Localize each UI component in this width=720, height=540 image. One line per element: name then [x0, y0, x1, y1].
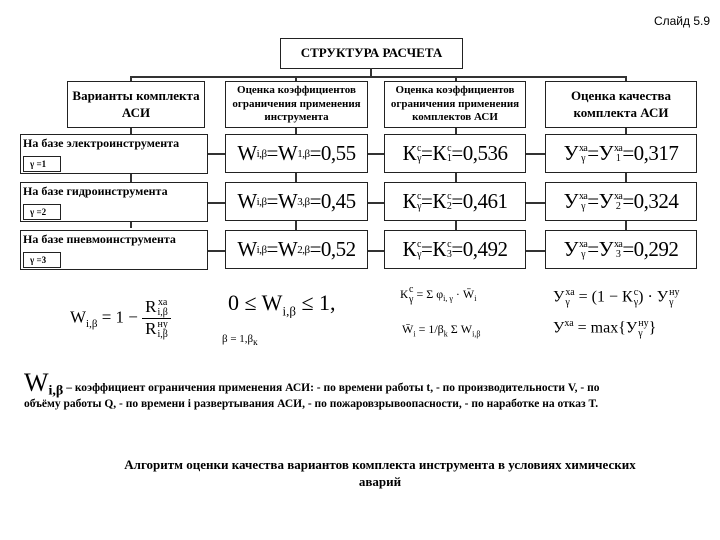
variant-box [20, 230, 208, 270]
header-quality: Оценка качества комплекта АСИ [545, 81, 697, 128]
header-set-coefficients: Оценка коэффициентов ограничения применения комплектов АСИ [384, 81, 526, 128]
slide-label: Слайд 5.9 [653, 14, 710, 28]
w-value-box: W i,β = W 3,β =0,45 [225, 182, 368, 221]
w-value: =0,55 [309, 141, 356, 165]
connector [130, 76, 626, 78]
caption-line-2: аварий [358, 473, 402, 489]
gamma-label: γ =3 [23, 252, 61, 268]
w-inequality: $0 \le W_{i,\beta} \le 1$, [228, 290, 336, 319]
wbar-formula: $W̄_i = 1/\beta_k$ Σ $W_{i,\beta}$ [402, 322, 481, 339]
k-value-box: К c γ = К c 2 =0,461 [384, 182, 526, 221]
header-variants: Варианты комплекта АСИ [67, 81, 205, 128]
y-value: =0,292 [622, 237, 679, 261]
k-value: =0,492 [451, 237, 508, 261]
y-value-box: У ха γ = У ха 3 =0,292 [545, 230, 697, 269]
y-value-box: У ха γ = У ха 1 =0,317 [545, 134, 697, 173]
gamma-label: γ =1 [23, 156, 61, 172]
k-value: =0,461 [451, 189, 508, 213]
k-formula: К c γ = Σ $\varphi_{i, \gamma}$ · $W̄_i$ [400, 284, 477, 305]
y-formula: У ха γ = (1 − К c γ ) · У ну γ [553, 287, 680, 308]
header-tool-coefficients: Оценка коэффициентов ограничения применения инструмента [225, 81, 368, 128]
w-value-box: W i,β = W 2,β =0,52 [225, 230, 368, 269]
w-value: =0,52 [309, 237, 356, 261]
variant-box [20, 182, 208, 222]
k-value: =0,536 [451, 141, 508, 165]
w-value: =0,45 [309, 189, 356, 213]
gamma-label: γ =2 [23, 204, 61, 220]
slide-caption [0, 457, 720, 491]
w-formula: $W_{i,\beta} = 1$ − R ха i,β R ну i,β [70, 297, 171, 340]
connector [370, 68, 372, 76]
y-value: =0,317 [622, 141, 679, 165]
variant-box [20, 134, 208, 174]
variant-label: На базе пневмоинструмента [23, 232, 176, 246]
w-value-box: W i,β = W 1,β =0,55 [225, 134, 368, 173]
caption-line-1: Алгоритм оценки качества вариантов комплекта инструмента в условиях химических [124, 457, 636, 472]
k-value-box: К c γ = К c 1 =0,536 [384, 134, 526, 173]
variant-label: На базе гидроинструмента [23, 184, 168, 198]
y-value-box: У ха γ = У ха 2 =0,324 [545, 182, 697, 221]
ymax-formula: $У^{ха} = \max\{У$ ну γ } [553, 317, 657, 339]
beta-range: $\beta = 1,\beta_к$ [222, 333, 258, 348]
description-line-1: $W_{i,\beta}$ – коэффициент ограничения применения АСИ: - по времени работы t, - по производительности V, - по [24, 368, 600, 399]
k-value-box: К c γ = К c 3 =0,492 [384, 230, 526, 269]
description-line-2: объёму работы Q, - по времени i развертывания АСИ, - по пожаровзрывоопасности, - по наработке на отказ T. [24, 398, 599, 410]
y-value: =0,324 [622, 189, 679, 213]
variant-label: На базе электроинструмента [23, 136, 180, 150]
structure-title: СТРУКТУРА РАСЧЕТА [280, 38, 463, 69]
